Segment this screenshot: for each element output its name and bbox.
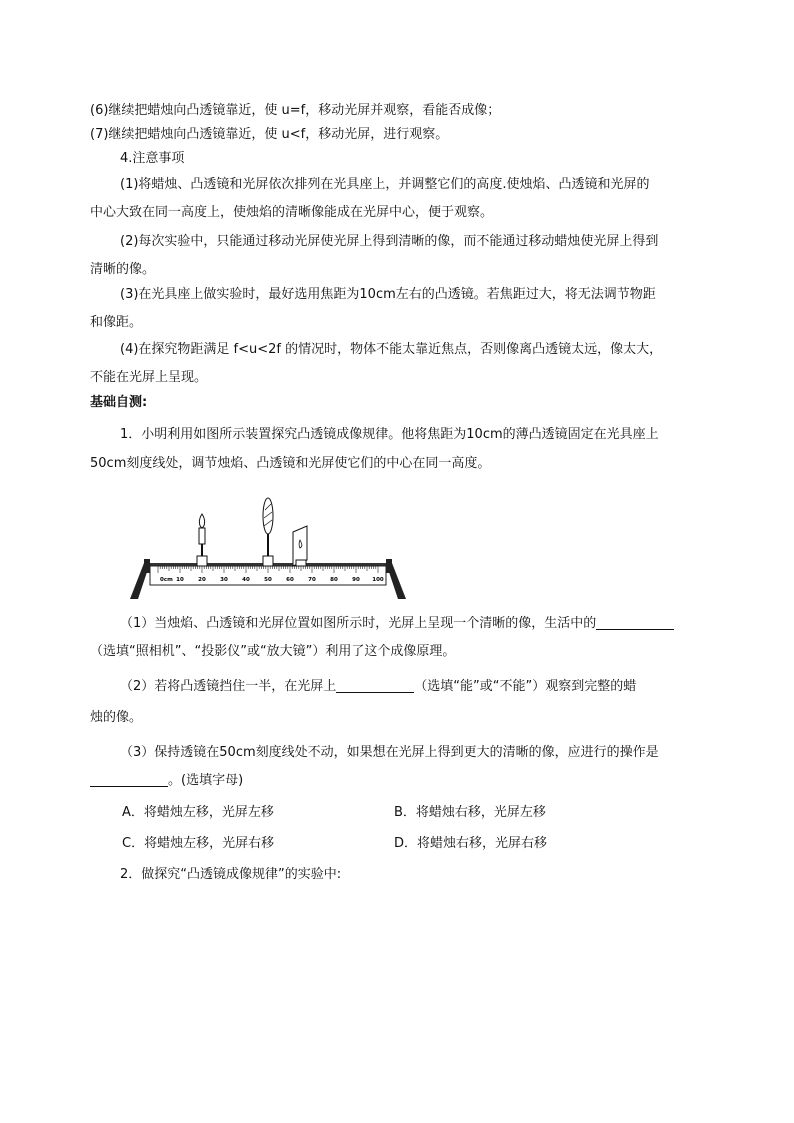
q1-part-3-line-2	[90, 772, 243, 790]
q1-part-2-line-1	[120, 678, 636, 696]
option-a[interactable]: A．将蜡烛左移，光屏左移	[122, 805, 274, 820]
ruler-tick-label: 100	[372, 577, 384, 583]
option-c[interactable]: C．将蜡烛左移，光屏右移	[122, 836, 275, 851]
step-6: (6)继续把蜡烛向凸透镜靠近，使 u=f，移动光屏并观察，看能否成像；	[90, 103, 501, 118]
ruler-tick-label: 10	[176, 577, 184, 583]
q1-part-3-line-1: （3）保持透镜在50cm刻度线处不动，如果想在光屏上得到更大的清晰的像，应进行的操作是	[120, 745, 659, 760]
lens-stand-rod	[267, 534, 269, 556]
lens-glass	[263, 498, 273, 534]
note-2-line-1: (2)每次实验中，只能通过移动光屏使光屏上得到清晰的像，而不能通过移动蜡烛使光屏上得到	[120, 234, 659, 249]
q1-stem-line-1: 1．小明利用如图所示装置探究凸透镜成像规律。他将焦距为10cm的薄凸透镜固定在光具座上	[120, 427, 659, 442]
ruler-tick-label: 70	[308, 577, 316, 583]
q2-stem: 2．做探究“凸透镜成像规律”的实验中:	[120, 867, 342, 882]
ruler-tick-label: 30	[220, 577, 228, 583]
ruler-tick-label: 0cm	[160, 577, 173, 583]
note-1-line-1: (1)将蜡烛、凸透镜和光屏依次排列在光具座上，并调整它们的高度.使烛焰、凸透镜和光屏的	[120, 177, 650, 192]
q1-part-3-text-b: 。(选填字母)	[168, 773, 244, 788]
candle-holder	[197, 556, 207, 566]
notes-heading: 4.注意事项	[120, 151, 185, 166]
candle	[197, 514, 207, 566]
ruler-tick-label: 50	[264, 577, 272, 583]
q1-part-1-line-2: （选填“照相机”、“投影仪”或“放大镜”）利用了这个成像原理。	[90, 644, 456, 659]
optical-bench-figure	[128, 495, 408, 603]
q1-part-1-text: （1）当烛焰、凸透镜和光屏位置如图所示时，光屏上呈现一个清晰的像，生活中的	[120, 616, 597, 631]
option-d[interactable]: D．将蜡烛右移，光屏右移	[394, 836, 548, 851]
note-3-line-2: 和像距。	[90, 315, 143, 330]
note-4-line-2: 不能在光屏上呈现。	[90, 370, 208, 385]
light-screen	[293, 526, 307, 566]
note-2-line-2: 清晰的像。	[90, 262, 156, 277]
candle-body	[199, 528, 205, 544]
screen-holder	[296, 560, 306, 566]
ruler-tick-label: 20	[198, 577, 206, 583]
candle-flame	[199, 514, 204, 528]
ruler-tick-label: 90	[352, 577, 360, 583]
selftest-heading: 基础自测:	[90, 395, 148, 410]
right-end-block	[386, 559, 392, 573]
q1-part-2-text-a: （2）若将凸透镜挡住一半，在光屏上	[120, 679, 337, 694]
step-7: (7)继续把蜡烛向凸透镜靠近，使 u<f，移动光屏，进行观察。	[90, 127, 449, 142]
answer-blank-2[interactable]	[336, 678, 414, 693]
note-1-line-2: 中心大致在同一高度上，使烛焰的清晰像能成在光屏中心，便于观察。	[90, 205, 494, 220]
left-end-block	[144, 559, 150, 573]
convex-lens	[263, 498, 273, 566]
ruler-tick-label: 60	[286, 577, 294, 583]
q1-stem-line-2: 50cm刻度线处，调节烛焰、凸透镜和光屏使它们的中心在同一高度。	[90, 456, 491, 471]
ruler-tick-label: 80	[330, 577, 338, 583]
note-3-line-1: (3)在光具座上做实验时，最好选用焦距为10cm左右的凸透镜。若焦距过大，将无法调节物距	[120, 287, 656, 302]
option-b[interactable]: B．将蜡烛右移，光屏左移	[394, 805, 546, 820]
q1-part-2-text-b: （选填“能”或“不能”）观察到完整的蜡	[414, 679, 637, 694]
answer-blank-1[interactable]	[596, 615, 674, 630]
q1-part-2-line-2: 烛的像。	[90, 710, 143, 725]
lens-holder	[263, 556, 273, 566]
note-4-line-1: (4)在探究物距满足 f<u<2f 的情况时，物体不能太靠近焦点，否则像离凸透镜太远，像太大，	[120, 342, 663, 357]
ruler-tick-label: 40	[242, 577, 250, 583]
answer-blank-3[interactable]	[90, 772, 168, 787]
q1-part-1-line-1	[120, 615, 674, 633]
